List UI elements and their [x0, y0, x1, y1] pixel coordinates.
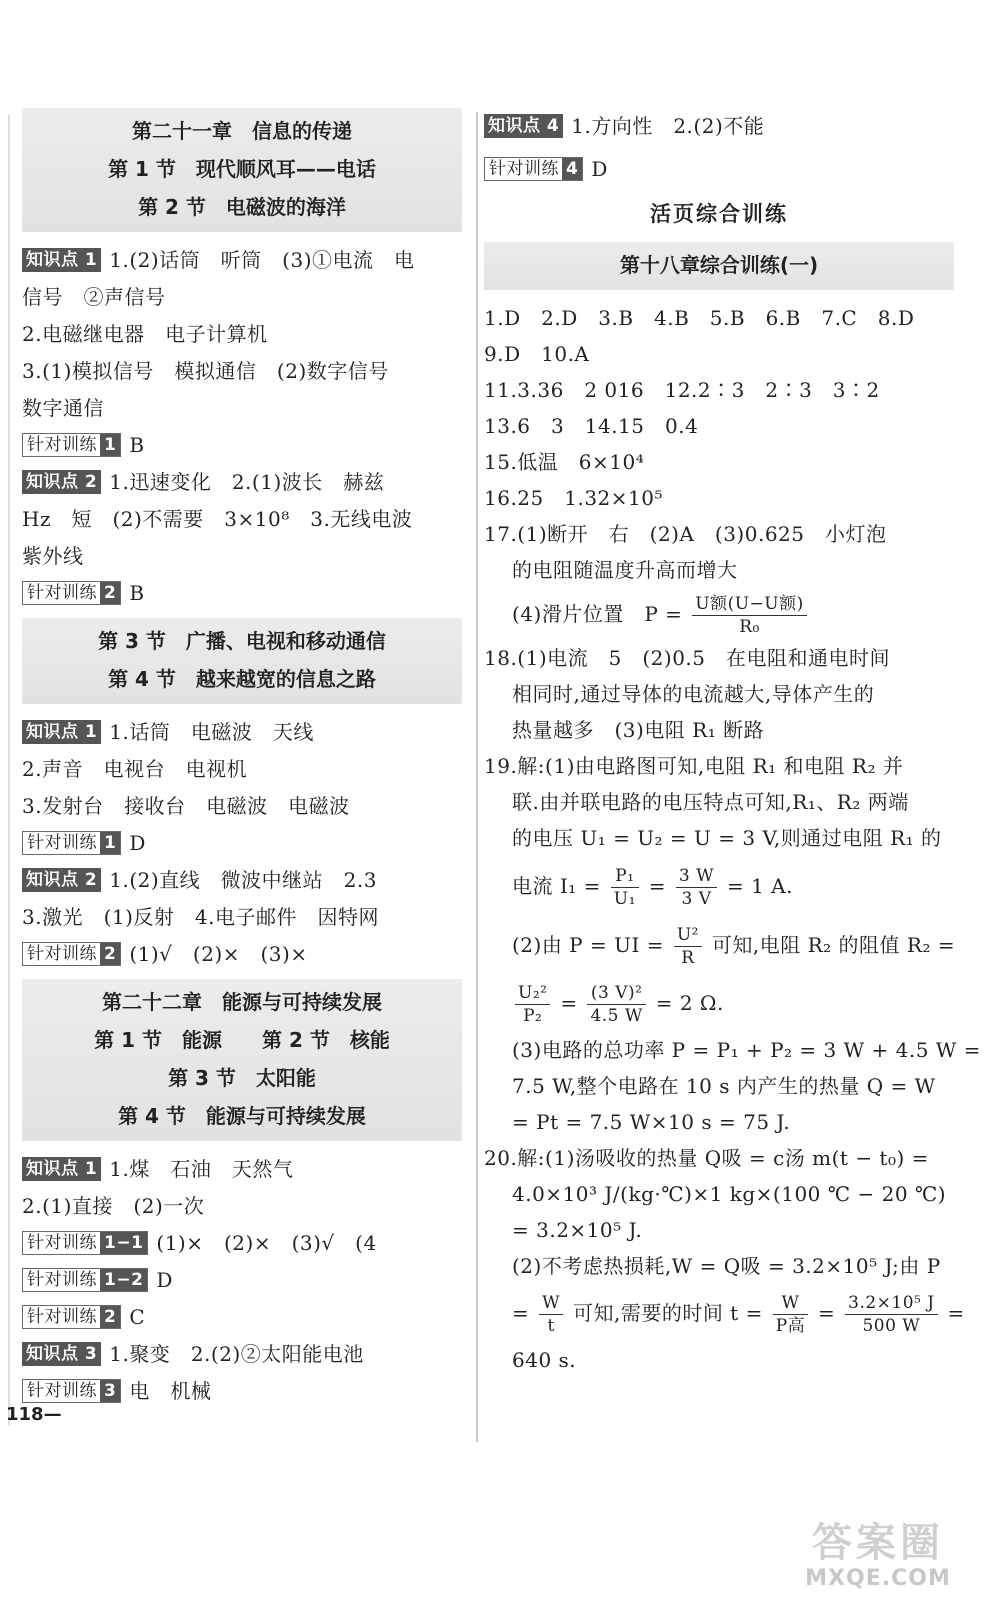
section-title: 第 3 节 广播、电视和移动通信 — [98, 629, 386, 653]
training-line: 针对训练 2 C — [22, 1299, 462, 1336]
answer-line: 3.发射台 接收台 电磁波 电磁波 — [22, 794, 350, 818]
answer-line: 19.解:(1)由电路图可知,电阻 R₁ 和电阻 R₂ 并 — [484, 754, 904, 778]
fraction: $\frac{3 W}{3 V}$ — [676, 865, 717, 910]
answer-line: Hz 短 (2)不需要 3×10⁸ 3.无线电波 — [22, 507, 413, 531]
answer-line: 紫外线 — [22, 544, 84, 568]
page-number: 118— — [6, 1404, 62, 1425]
training-tag: 针对训练 1−2 — [22, 1268, 148, 1292]
answer-line: 3.激光 (1)反射 4.电子邮件 因特网 — [22, 905, 379, 929]
formula-line: (4)滑片位置 P = $\frac{\text{U额(U−U额)}}{\text{R₀}}$ — [484, 588, 954, 640]
answer-line: 知识点 2 1.(2)直线 微波中继站 2.3 — [22, 862, 462, 899]
fraction: $\frac{\text{3.2×10⁵ J}}{500 W}$ — [845, 1292, 937, 1337]
fraction: $\frac{\text{U²}}{R}$ — [674, 924, 702, 969]
left-margin-rule — [8, 115, 10, 1425]
answer-line: = Pt = 7.5 W×10 s = 75 J. — [512, 1110, 791, 1134]
answer-line: 16.25 1.32×10⁵ — [484, 486, 664, 510]
section-title: 第 1 节 能源 第 2 节 核能 — [94, 1028, 390, 1052]
training-line: 针对训练 2 (1)√ (2)× (3)× — [22, 936, 462, 973]
fraction: $\frac{W}{\text{P高}}$ — [773, 1292, 808, 1337]
fraction: $\frac{\text{P₁}}{\text{U₁}}$ — [611, 865, 639, 910]
answer-line: 知识点 1 1.(2)话筒 听筒 (3)①电流 电 — [22, 242, 462, 279]
training-tag: 针对训练 2 — [22, 942, 121, 966]
fraction: $\frac{\text{U额(U−U额)}}{\text{R₀}}$ — [692, 593, 807, 638]
answer-line: 1.D 2.D 3.B 4.B 5.B 6.B 7.C 8.D — [484, 306, 915, 330]
answer-line: 3.(1)模拟信号 模拟通信 (2)数字信号 — [22, 359, 389, 383]
answer-line: 2.电磁继电器 电子计算机 — [22, 322, 268, 346]
watermark-logo: 答案圈 — [812, 1520, 944, 1566]
training-tag: 针对训练 4 — [484, 157, 583, 181]
answer-line: 的电阻随温度升高而增大 — [512, 558, 738, 582]
answer-line: 4.0×10³ J/(kg·℃)×1 kg×(100 ℃ − 20 ℃) — [512, 1182, 947, 1206]
formula-line: (2)由 P = UI = $\frac{\text{U²}}{R}$ 可知,电阻 R₂ 的阻值 R₂ = — [512, 925, 956, 968]
training-tag: 针对训练 1−1 — [22, 1231, 148, 1255]
chapter22-header — [22, 979, 462, 1141]
knowledge-tag: 知识点 2 — [22, 868, 101, 892]
answer-line: 相同时,通过导体的电流越大,导体产生的 — [512, 682, 875, 706]
section-title: 第 4 节 能源与可持续发展 — [118, 1104, 366, 1128]
chapter18-header — [484, 242, 954, 290]
answer-line: 17.(1)断开 右 (2)A (3)0.625 小灯泡 — [484, 522, 887, 546]
section-title: 第 4 节 越来越宽的信息之路 — [108, 667, 376, 691]
training-line: 针对训练 3 电 机械 — [22, 1373, 462, 1410]
chapter-title: 第二十一章 信息的传递 — [132, 119, 352, 143]
answer-line: 知识点 4 1.方向性 2.(2)不能 — [484, 108, 954, 145]
section-heading: 活页综合训练 — [650, 202, 788, 226]
knowledge-tag: 知识点 1 — [22, 720, 101, 744]
chapter-title: 第十八章综合训练(一) — [619, 253, 819, 277]
answer-line: 热量越多 (3)电阻 R₁ 断路 — [512, 718, 765, 742]
knowledge-tag: 知识点 1 — [22, 1157, 101, 1181]
answer-line: 9.D 10.A — [484, 342, 590, 366]
knowledge-tag: 知识点 3 — [22, 1342, 101, 1366]
section-title: 第 2 节 电磁波的海洋 — [138, 195, 346, 219]
answer-line: 13.6 3 14.15 0.4 — [484, 414, 699, 438]
answer-line: (2)不考虑热损耗,W = Q吸 = 3.2×10⁵ J;由 P — [512, 1254, 941, 1278]
answer-line: = 3.2×10⁵ J. — [512, 1218, 643, 1242]
section-title: 第 3 节 太阳能 — [168, 1066, 316, 1090]
right-column — [484, 108, 981, 1378]
answer-line: 18.(1)电流 5 (2)0.5 在电阻和通电时间 — [484, 646, 890, 670]
training-tag: 针对训练 2 — [22, 1305, 121, 1329]
chapter-title: 第二十二章 能源与可持续发展 — [102, 990, 382, 1014]
answer-line: 信号 ②声信号 — [22, 285, 166, 309]
answer-line: 20.解:(1)汤吸收的热量 Q吸 = c汤 m(t − t₀) = — [484, 1146, 929, 1170]
knowledge-tag: 知识点 4 — [484, 114, 563, 138]
chapter21-header — [22, 108, 462, 232]
training-line: 针对训练 1−1 (1)× (2)× (3)√ (4 — [22, 1225, 462, 1262]
answer-line: 数字通信 — [22, 396, 104, 420]
fraction: $\frac{\text{(3 V)²}}{4.5 W}$ — [587, 982, 645, 1027]
answer-line: 联.由并联电路的电压特点可知,R₁、R₂ 两端 — [512, 790, 909, 814]
training-tag: 针对训练 3 — [22, 1379, 121, 1403]
training-tag: 针对训练 1 — [22, 831, 121, 855]
answer-line: 知识点 1 1.煤 石油 天然气 — [22, 1151, 462, 1188]
formula-line: $\frac{\text{U₂²}}{\text{P₂}}$ = $\frac{\text{(3 V)²}}{4.5 W}$ = 2 Ω. — [484, 974, 954, 1032]
knowledge-tag: 知识点 1 — [22, 248, 101, 272]
section34-header — [22, 618, 462, 704]
fraction: $\frac{\text{U₂²}}{\text{P₂}}$ — [515, 982, 550, 1027]
knowledge-tag: 知识点 2 — [22, 470, 101, 494]
answer-line: (3)电路的总功率 P = P₁ + P₂ = 3 W + 4.5 W = — [512, 1038, 981, 1062]
formula-line: = $\frac{W}{t}$ 可知,需要的时间 t = $\frac{W}{\text{P高}}$ = $\frac{\text{3.2×10⁵ J}}{500 W}$ = — [512, 1293, 965, 1336]
column-divider — [476, 112, 478, 1442]
training-line: 针对训练 1 B — [22, 427, 462, 464]
answer-line: 11.3.36 2 016 12.2∶3 2∶3 3∶2 — [484, 378, 880, 402]
answer-line: 7.5 W,整个电路在 10 s 内产生的热量 Q = W — [512, 1074, 936, 1098]
answer-line: 2.(1)直接 (2)一次 — [22, 1194, 205, 1218]
training-line: 针对训练 2 B — [22, 575, 462, 612]
watermark — [778, 1520, 978, 1600]
answer-line: 640 s. — [512, 1348, 577, 1372]
watermark-url: MXQE.COM — [805, 1566, 951, 1591]
answer-line: 2.声音 电视台 电视机 — [22, 757, 248, 781]
training-tag: 针对训练 1 — [22, 433, 121, 457]
fraction: $\frac{W}{t}$ — [539, 1292, 563, 1337]
answer-line: 知识点 1 1.话筒 电磁波 天线 — [22, 714, 462, 751]
training-tag: 针对训练 2 — [22, 581, 121, 605]
left-column — [22, 108, 462, 1410]
answer-line: 15.低温 6×10⁴ — [484, 450, 645, 474]
answer-line: 的电压 U₁ = U₂ = U = 3 V,则通过电阻 R₁ 的 — [512, 826, 942, 850]
formula-line: 电流 I₁ = $\frac{\text{P₁}}{\text{U₁}}$ = $\frac{3 W}{3 V}$ = 1 A. — [512, 866, 793, 909]
answer-line: 知识点 2 1.迅速变化 2.(1)波长 赫兹 — [22, 464, 462, 501]
answer-line: 知识点 3 1.聚变 2.(2)②太阳能电池 — [22, 1336, 462, 1373]
training-line: 针对训练 4 D — [484, 151, 954, 188]
training-line: 针对训练 1−2 D — [22, 1262, 462, 1299]
training-line: 针对训练 1 D — [22, 825, 462, 862]
section-title: 第 1 节 现代顺风耳——电话 — [108, 157, 376, 181]
